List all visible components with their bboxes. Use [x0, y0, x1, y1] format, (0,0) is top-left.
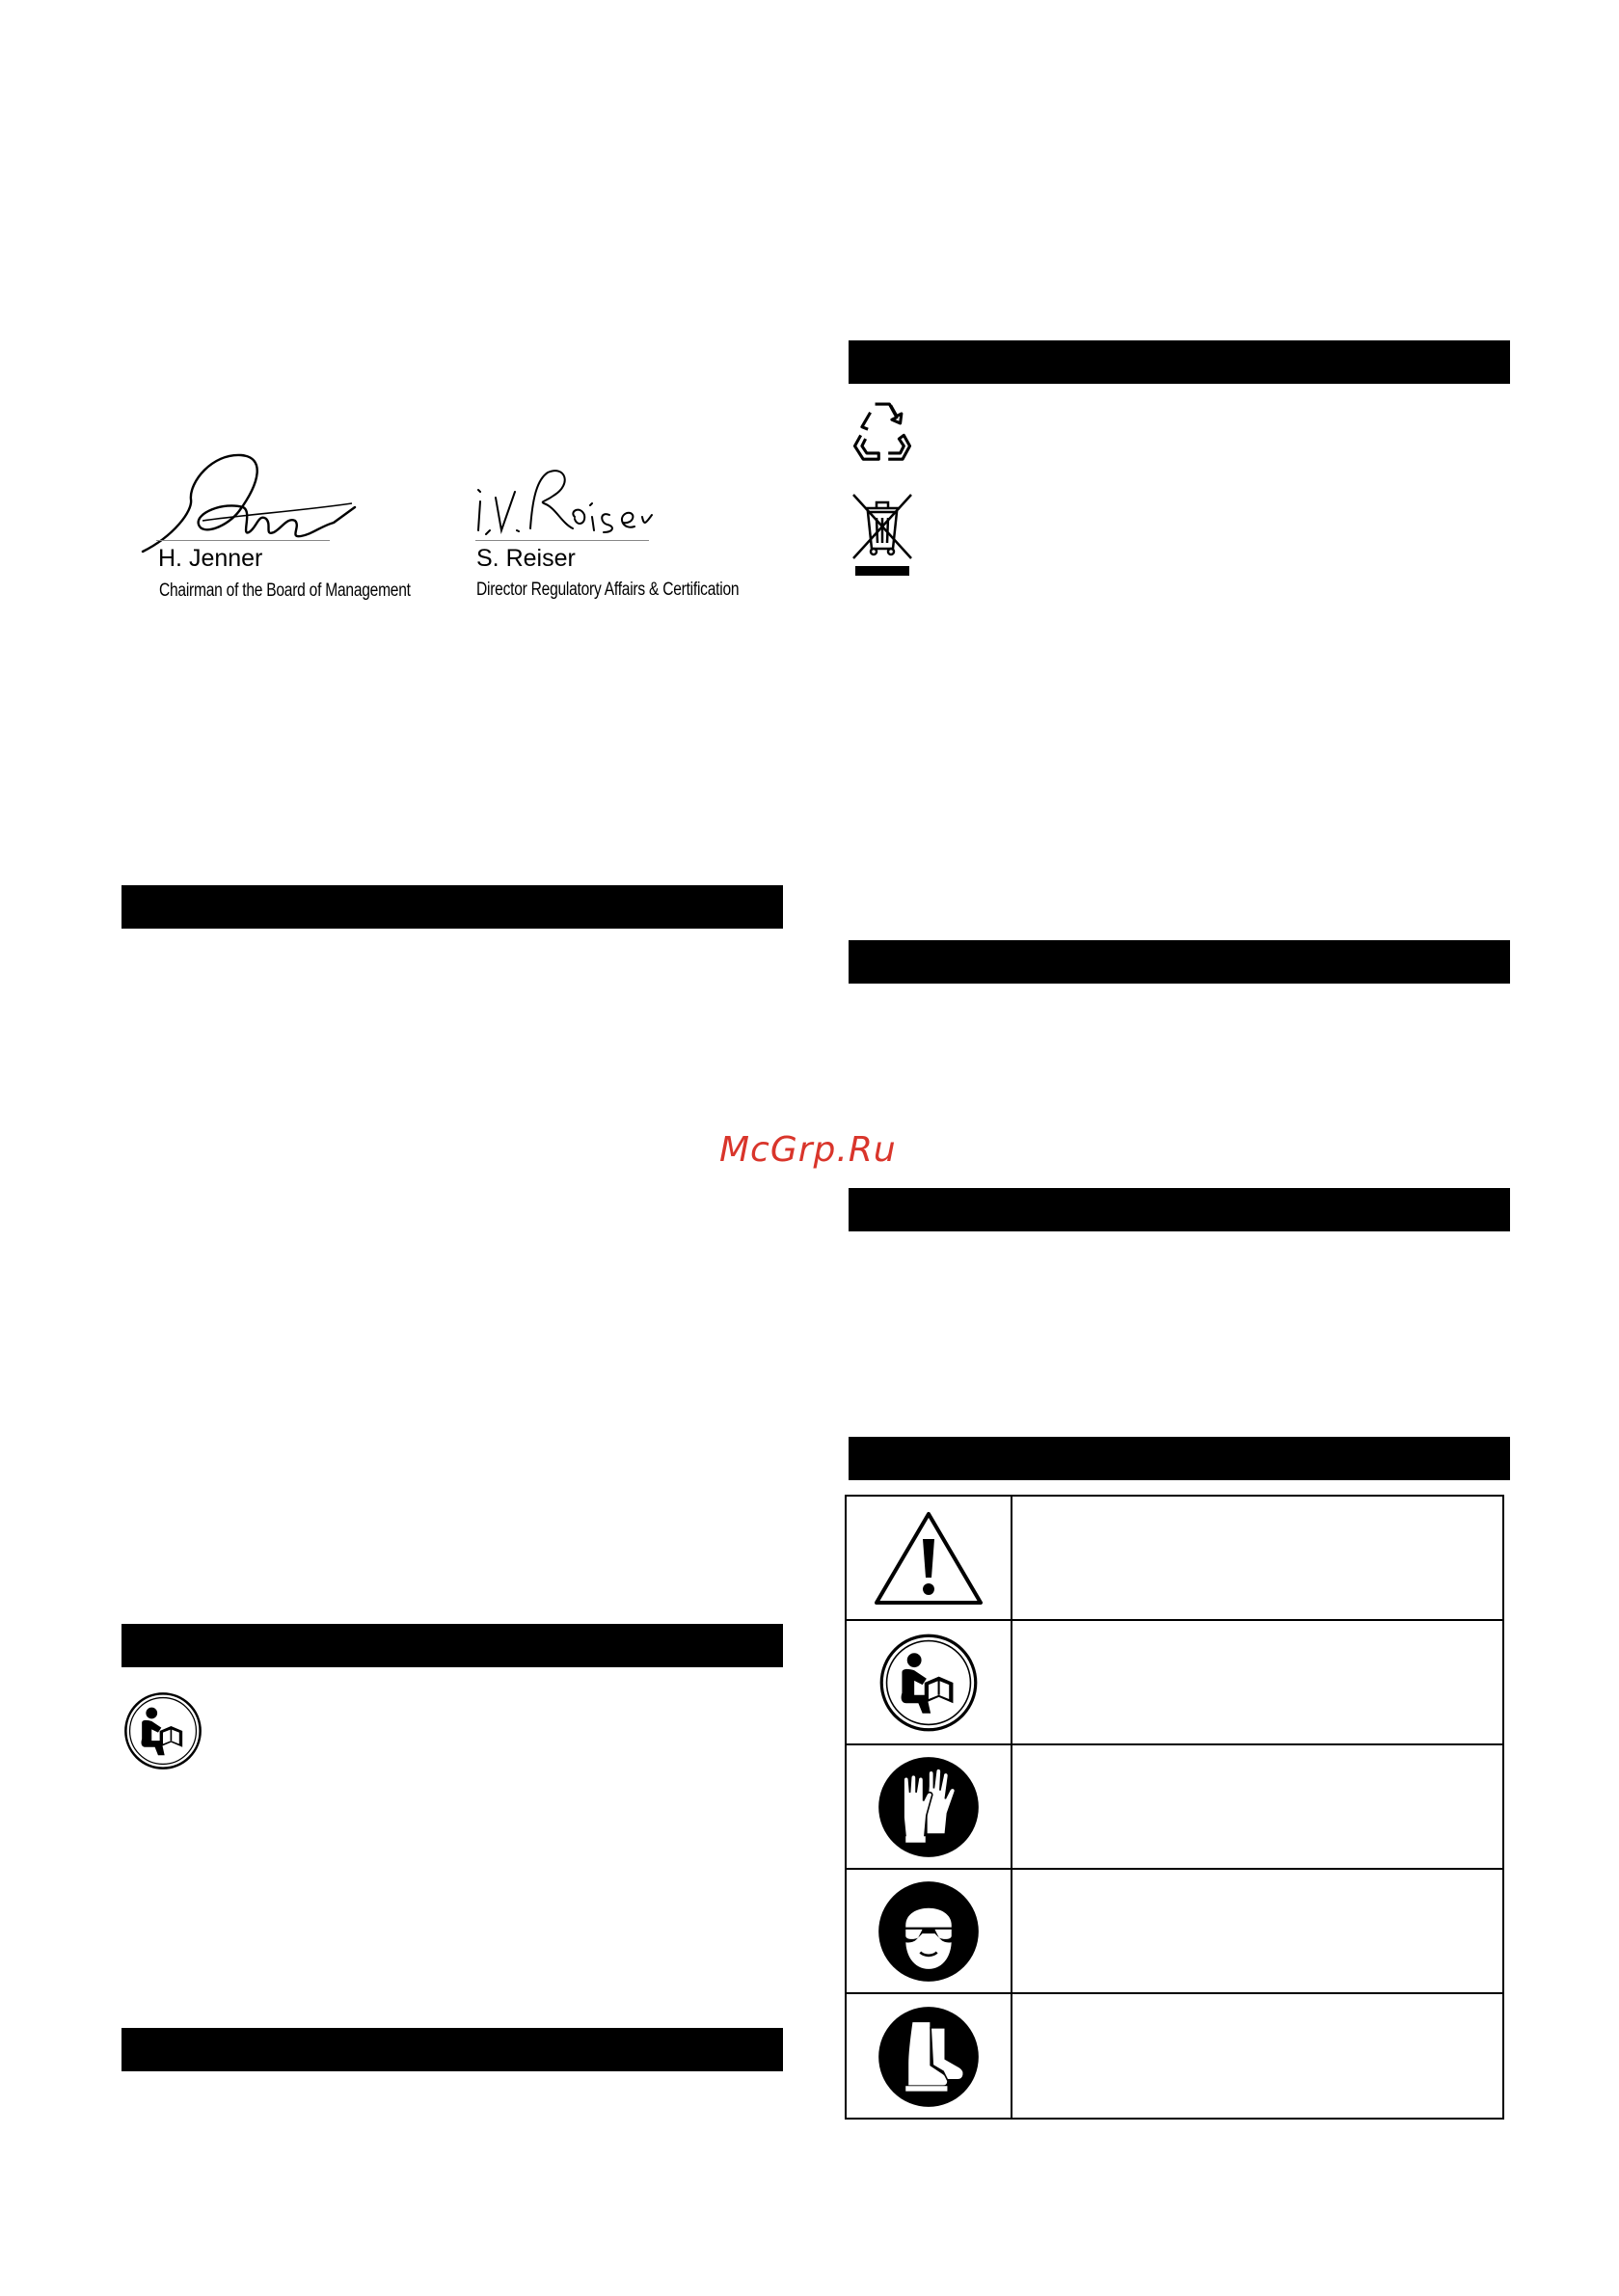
section-heading-bar — [849, 1437, 1510, 1480]
section-heading-bar — [121, 2028, 783, 2071]
signatory-role: Director Regulatory Affairs & Certification — [476, 580, 740, 600]
signature-line — [156, 540, 330, 541]
table-row — [847, 1621, 1502, 1745]
warning-triangle-icon — [873, 1510, 985, 1607]
table-row — [847, 1497, 1502, 1621]
signatory-role: Chairman of the Board of Management — [159, 581, 411, 601]
read-manual-icon — [877, 1632, 980, 1734]
protective-gloves-icon — [877, 1755, 981, 1859]
section-heading-bar — [849, 1188, 1510, 1231]
read-manual-icon — [122, 1690, 203, 1771]
table-row — [847, 1994, 1502, 2119]
section-heading-bar — [121, 885, 783, 929]
signature-jenner-image — [135, 444, 366, 559]
table-row — [847, 1745, 1502, 1870]
symbols-table — [845, 1495, 1504, 2120]
watermark-text: McGrp.Ru — [719, 1130, 897, 1170]
safety-boots-icon — [877, 2005, 981, 2109]
crossed-out-bin-icon — [850, 491, 915, 580]
recycle-icon — [852, 399, 912, 463]
safety-goggles-icon — [877, 1879, 981, 1984]
signatory-name: S. Reiser — [476, 545, 576, 572]
section-heading-bar — [849, 940, 1510, 984]
signatory-name: H. Jenner — [158, 545, 263, 572]
signature-line — [475, 540, 649, 541]
signature-reiser-image — [472, 463, 656, 540]
section-heading-bar — [849, 340, 1510, 384]
table-row — [847, 1870, 1502, 1994]
section-heading-bar — [121, 1624, 783, 1667]
